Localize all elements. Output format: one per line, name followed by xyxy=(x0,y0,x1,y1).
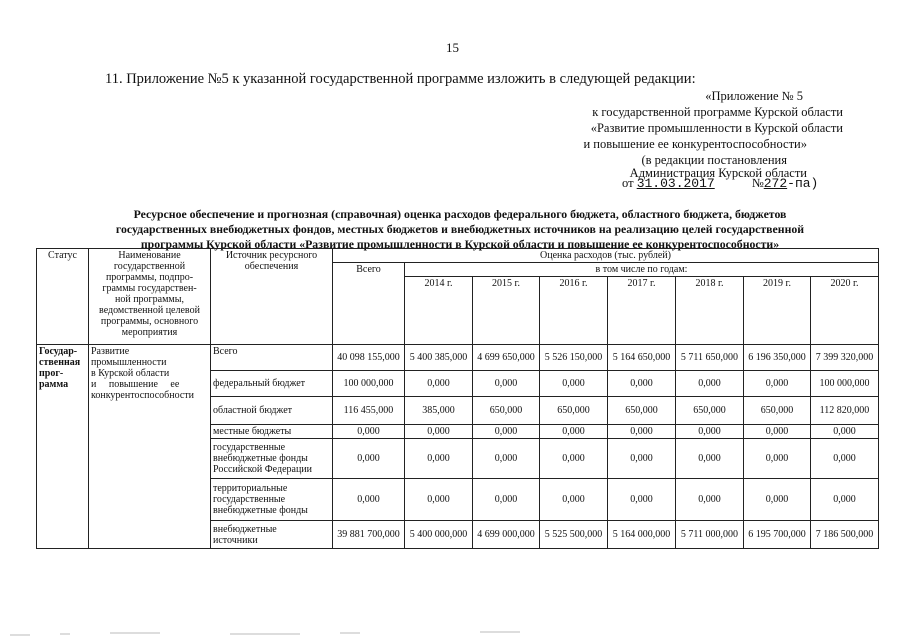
year-value: 6 195 700,000 xyxy=(744,521,811,549)
heading-line-1: Ресурсное обеспечение и прогнозная (справочная) оценка расходов федерального бюджета, областного бюджета, бюджетов xyxy=(133,207,787,221)
program-name-cell: Развитие промышленности в Курской области и повышение ее конкурентоспособности xyxy=(89,345,211,549)
year-value: 0,000 xyxy=(608,425,676,439)
header-total: Всего xyxy=(333,263,405,345)
year-value: 5 164 000,000 xyxy=(608,521,676,549)
year-value: 0,000 xyxy=(473,479,540,521)
appendix-line-4: и повышение ее конкурентоспособности» xyxy=(583,137,807,151)
total-value: 0,000 xyxy=(333,439,405,479)
header-source: Источник ресурсного обеспечения xyxy=(211,249,333,345)
year-value: 0,000 xyxy=(405,439,473,479)
year-value: 0,000 xyxy=(676,439,744,479)
year-value: 5 400 385,000 xyxy=(405,345,473,371)
source-cell: внебюджетные источники xyxy=(211,521,333,549)
year-value: 7 186 500,000 xyxy=(811,521,879,549)
year-value: 0,000 xyxy=(540,479,608,521)
resolution-date-line xyxy=(622,176,818,191)
total-value: 0,000 xyxy=(333,425,405,439)
appendix-title: «Приложение № 5 xyxy=(705,89,803,103)
table-row xyxy=(37,345,879,371)
resolution-date: 31.03.2017 xyxy=(636,176,715,191)
year-value: 0,000 xyxy=(405,371,473,397)
year-value: 0,000 xyxy=(811,425,879,439)
year-value: 0,000 xyxy=(540,425,608,439)
header-by-years: в том числе по годам: xyxy=(405,263,879,277)
year-value: 0,000 xyxy=(540,439,608,479)
year-value: 7 399 320,000 xyxy=(811,345,879,371)
header-costs: Оценка расходов (тыс. рублей) xyxy=(333,249,879,263)
resolution-number: 272 xyxy=(763,176,788,191)
year-value: 0,000 xyxy=(676,479,744,521)
year-value: 5 164 650,000 xyxy=(608,345,676,371)
header-year: 2017 г. xyxy=(608,277,676,345)
number-prefix: № xyxy=(751,176,764,190)
year-value: 0,000 xyxy=(405,425,473,439)
total-value: 39 881 700,000 xyxy=(333,521,405,549)
amendment-instruction: 11. Приложение №5 к указанной государственной программе изложить в следующей редакции: xyxy=(105,71,696,87)
year-value: 0,000 xyxy=(608,371,676,397)
year-value: 650,000 xyxy=(608,397,676,425)
year-value: 0,000 xyxy=(405,479,473,521)
year-value: 0,000 xyxy=(811,479,879,521)
page-number: 15 xyxy=(446,40,459,55)
year-value: 0,000 xyxy=(608,479,676,521)
appendix-line-6: Администрация Курской области xyxy=(629,166,807,180)
status-cell: Государ- ственная прог- рамма xyxy=(37,345,89,549)
year-value: 385,000 xyxy=(405,397,473,425)
year-value: 0,000 xyxy=(744,371,811,397)
total-value: 0,000 xyxy=(333,479,405,521)
year-value: 0,000 xyxy=(744,439,811,479)
year-value: 0,000 xyxy=(473,425,540,439)
appendix-line-3: «Развитие промышленности в Курской области xyxy=(590,121,843,135)
year-value: 0,000 xyxy=(676,425,744,439)
year-value: 4 699 000,000 xyxy=(473,521,540,549)
appendix-line-5: (в редакции постановления xyxy=(641,153,787,167)
year-value: 650,000 xyxy=(744,397,811,425)
table-heading xyxy=(70,207,850,252)
year-value: 0,000 xyxy=(608,439,676,479)
year-value: 650,000 xyxy=(540,397,608,425)
source-cell: Всего xyxy=(211,345,333,371)
date-prefix: от xyxy=(622,176,634,190)
year-value: 5 525 500,000 xyxy=(540,521,608,549)
year-value: 4 699 650,000 xyxy=(473,345,540,371)
header-year: 2016 г. xyxy=(540,277,608,345)
year-value: 5 400 000,000 xyxy=(405,521,473,549)
header-year: 2015 г. xyxy=(473,277,540,345)
year-value: 5 711 650,000 xyxy=(676,345,744,371)
year-value: 5 526 150,000 xyxy=(540,345,608,371)
total-value: 116 455,000 xyxy=(333,397,405,425)
header-status: Статус xyxy=(37,249,89,345)
year-value: 0,000 xyxy=(744,425,811,439)
year-value: 0,000 xyxy=(744,479,811,521)
source-cell: областной бюджет xyxy=(211,397,333,425)
year-value: 112 820,000 xyxy=(811,397,879,425)
appendix-line-2: к государственной программе Курской области xyxy=(592,105,843,119)
header-name: Наименование государственной программы, подпро- граммы государствен- ной программы, ведомственной целевой программы, основного мероприятия xyxy=(89,249,211,345)
heading-line-2: государственных внебюджетных фондов, местных бюджетов и внебюджетных источников на реализацию целей государственной xyxy=(115,222,805,236)
year-value: 100 000,000 xyxy=(811,371,879,397)
source-cell: местные бюджеты xyxy=(211,425,333,439)
source-cell: федеральный бюджет xyxy=(211,371,333,397)
source-cell: государственные внебюджетные фонды Российской Федерации xyxy=(211,439,333,479)
header-year: 2014 г. xyxy=(405,277,473,345)
year-value: 0,000 xyxy=(473,439,540,479)
year-value: 0,000 xyxy=(540,371,608,397)
source-cell: территориальные государственные внебюджетные фонды xyxy=(211,479,333,521)
year-value: 0,000 xyxy=(676,371,744,397)
header-year: 2020 г. xyxy=(811,277,879,345)
heading-line-3: программы Курской области «Развитие промышленности в Курской области и повышение ее конкурентоспособности» xyxy=(140,237,780,251)
header-year: 2018 г. xyxy=(676,277,744,345)
resource-table xyxy=(36,248,879,549)
year-value: 0,000 xyxy=(473,371,540,397)
year-value: 5 711 000,000 xyxy=(676,521,744,549)
header-year: 2019 г. xyxy=(744,277,811,345)
year-value: 650,000 xyxy=(676,397,744,425)
number-suffix: -па) xyxy=(787,176,819,191)
total-value: 100 000,000 xyxy=(333,371,405,397)
scan-artifacts xyxy=(0,628,905,640)
total-value: 40 098 155,000 xyxy=(333,345,405,371)
year-value: 0,000 xyxy=(811,439,879,479)
year-value: 6 196 350,000 xyxy=(744,345,811,371)
year-value: 650,000 xyxy=(473,397,540,425)
